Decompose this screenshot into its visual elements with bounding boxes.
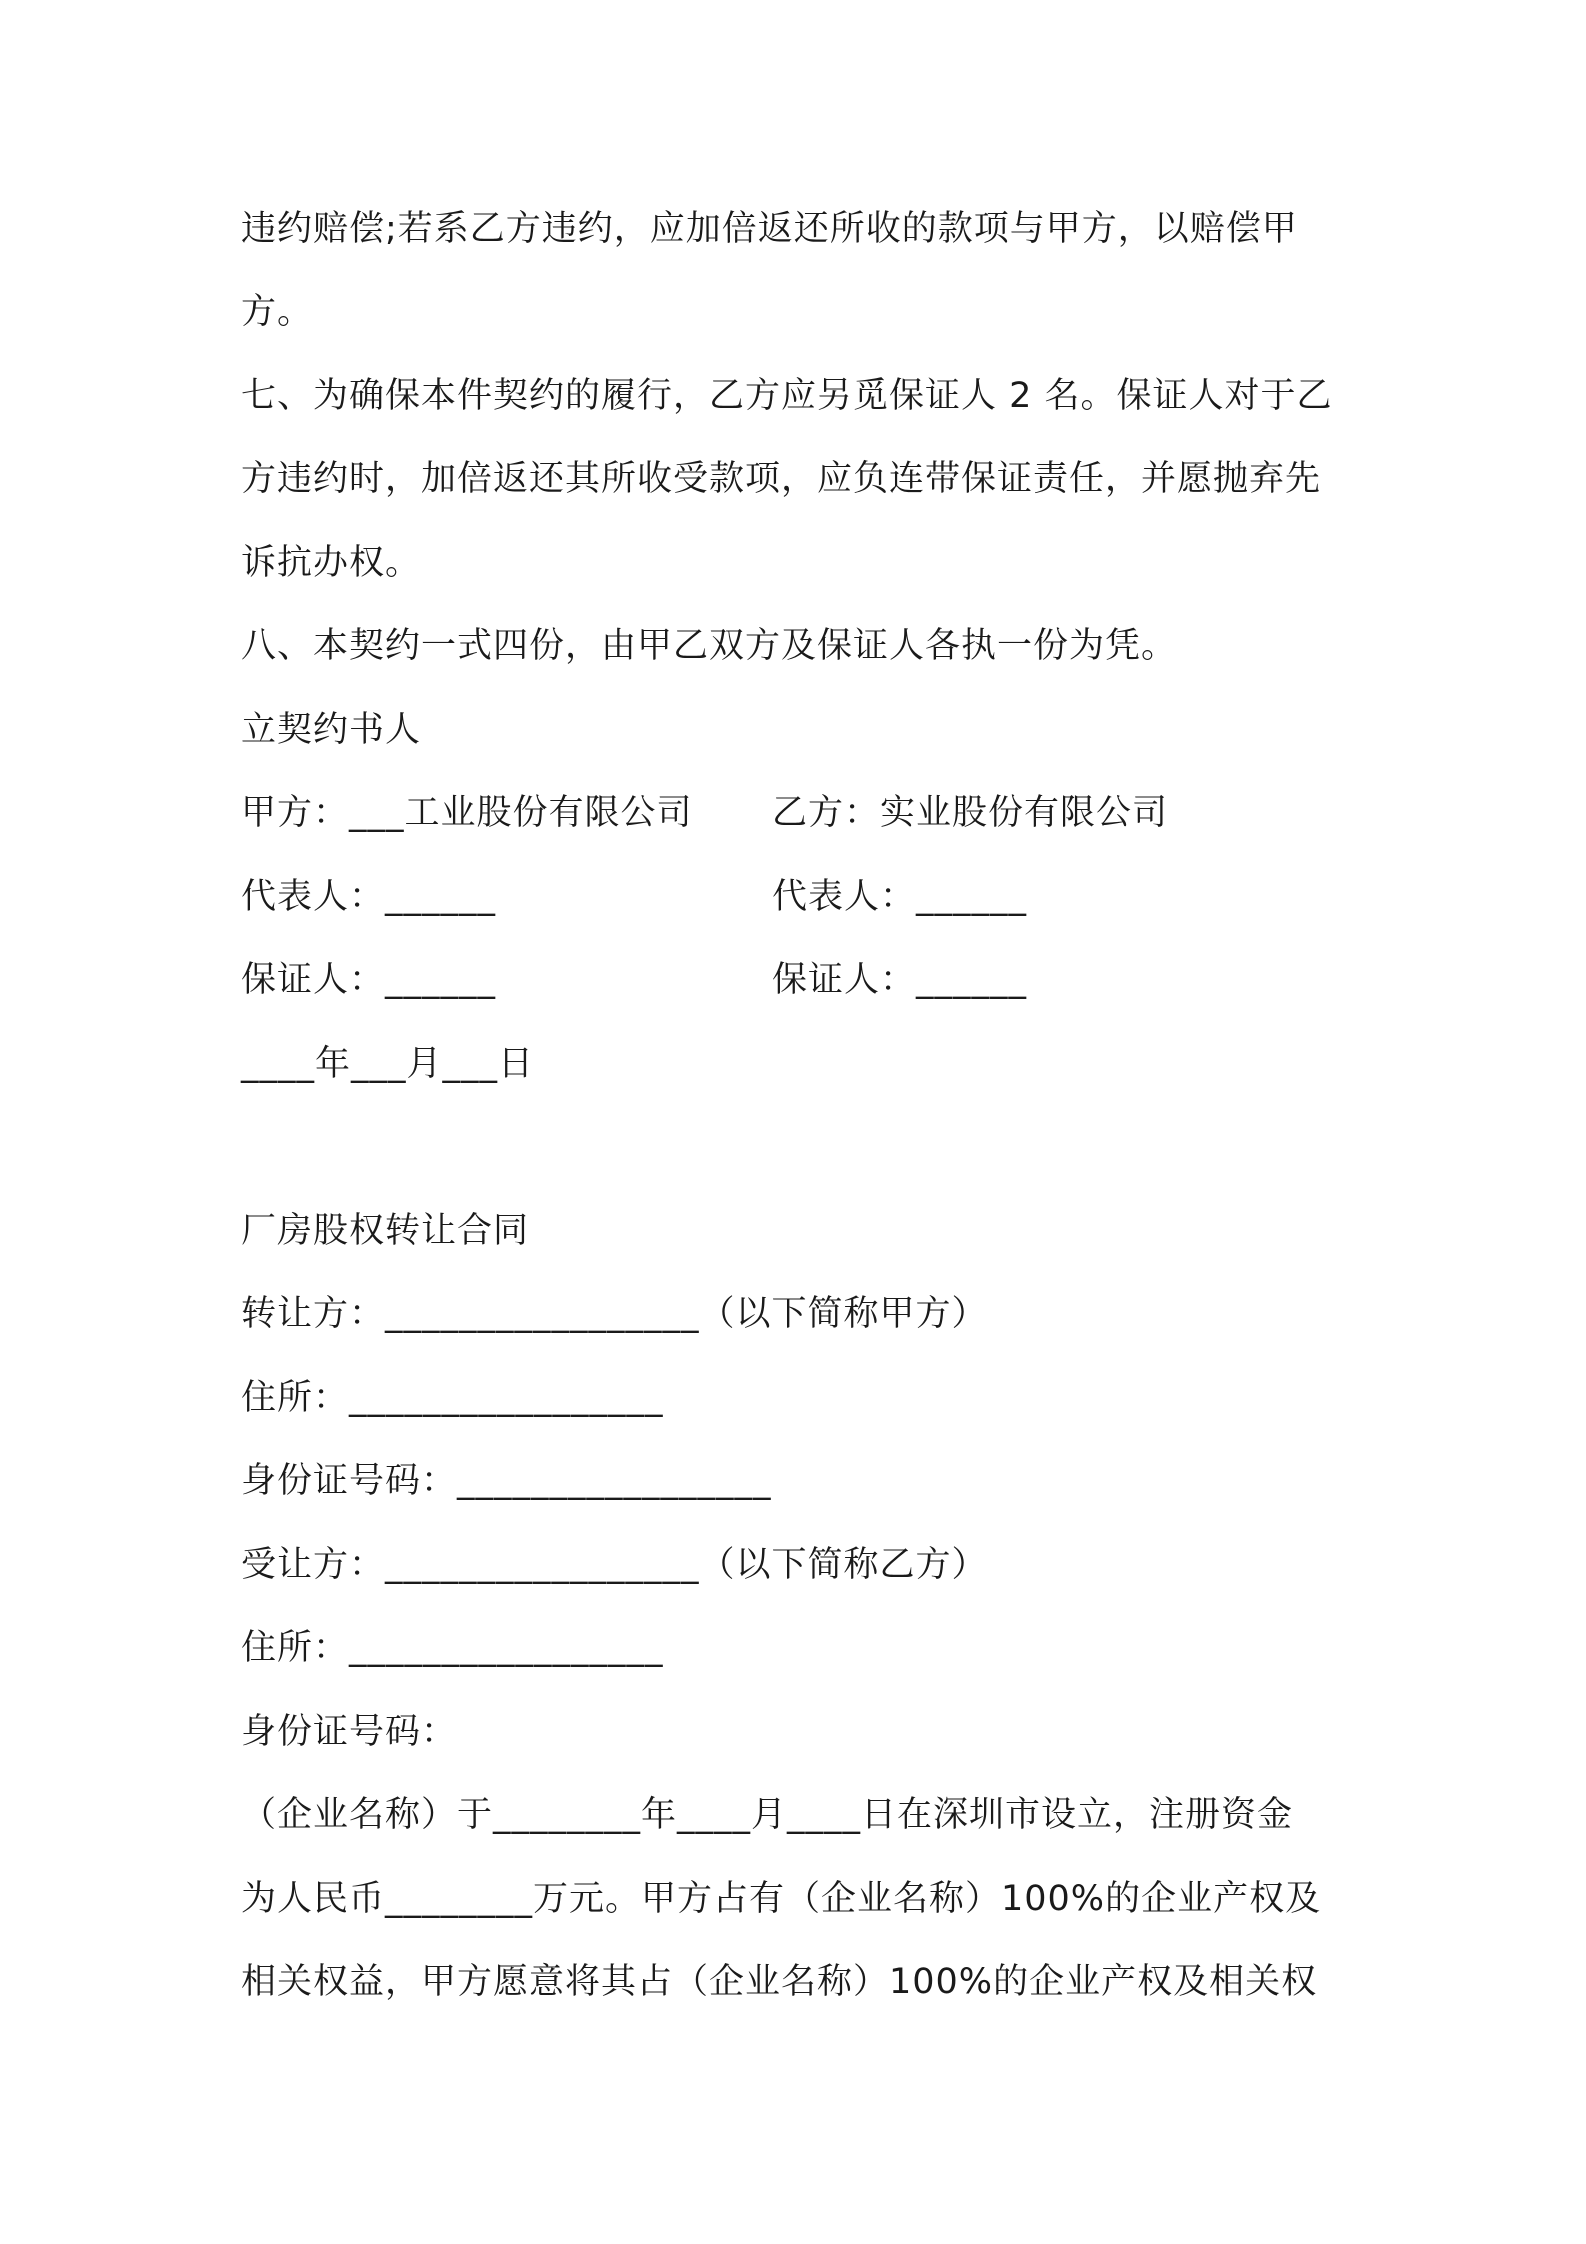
clause-seven-line: 诉抗办权。 bbox=[241, 543, 422, 583]
clause-eight-line: 八、本契约一式四份，由甲乙双方及保证人各执一份为凭。 bbox=[241, 626, 1178, 666]
transferee-address-field: 住所：_________________ bbox=[241, 1628, 664, 1668]
transferor-address-field: 住所：_________________ bbox=[241, 1378, 664, 1418]
clause-seven-line: 方违约时，加倍返还其所收受款项，应负连带保证责任，并愿抛弃先 bbox=[241, 459, 1322, 499]
guarantor-a-field: 保证人：______ bbox=[241, 960, 497, 1000]
contract-body-line: （企业名称）于________年____月____日在深圳市设立，注册资金 bbox=[241, 1795, 1294, 1835]
transferee-field: 受让方：_________________（以下简称乙方） bbox=[241, 1545, 988, 1585]
paragraph-line: 违约赔偿;若系乙方违约，应加倍返还所收的款项与甲方，以赔偿甲 bbox=[241, 209, 1298, 249]
representative-b-field: 代表人：______ bbox=[772, 877, 1028, 917]
contract-body-line: 为人民币________万元。甲方占有（企业名称）100%的企业产权及 bbox=[241, 1879, 1322, 1919]
guarantor-b-field: 保证人：______ bbox=[772, 960, 1028, 1000]
transferor-field: 转让方：_________________（以下简称甲方） bbox=[241, 1294, 988, 1334]
date-field: ____年___月___日 bbox=[241, 1044, 535, 1084]
signatory-heading: 立契约书人 bbox=[241, 710, 422, 750]
contract-body-line: 相关权益，甲方愿意将其占（企业名称）100%的企业产权及相关权 bbox=[241, 1962, 1318, 2002]
clause-seven-line: 七、为确保本件契约的履行，乙方应另觅保证人 2 名。保证人对于乙 bbox=[241, 376, 1333, 416]
transferee-id-field: 身份证号码： bbox=[241, 1712, 458, 1752]
party-a-field: 甲方：___工业股份有限公司 bbox=[241, 793, 693, 833]
paragraph-line: 方。 bbox=[241, 292, 314, 332]
contract-title: 厂房股权转让合同 bbox=[241, 1211, 530, 1251]
representative-a-field: 代表人：______ bbox=[241, 877, 497, 917]
transferor-id-field: 身份证号码：_________________ bbox=[241, 1461, 772, 1501]
party-b-field: 乙方：实业股份有限公司 bbox=[772, 793, 1169, 833]
